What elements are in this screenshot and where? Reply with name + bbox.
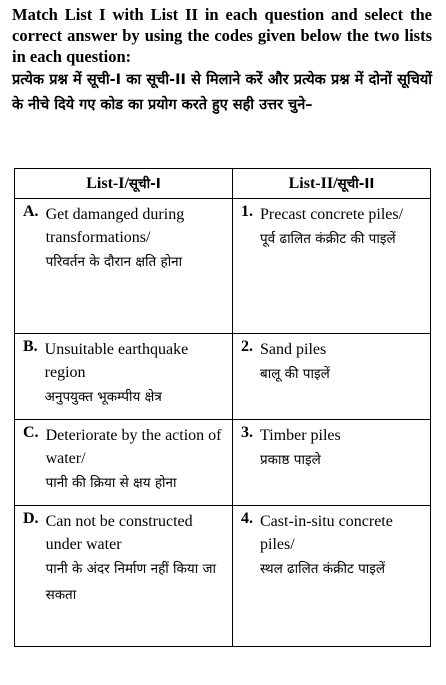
item-marker: B. [23,338,38,355]
item-text-hindi: पानी की क्रिया से क्षय होना [45,475,177,491]
instructions-hindi: प्रत्येक प्रश्न में सूची-I का सूची-II से मिलाने करें और प्रत्येक प्रश्न में दोनों सूचियों के नीचे दिये गए कोड का प्रयोग करते हुए सही उत्तर चुने– [12,72,432,113]
header-list-2-hindi: सूची-II [337,176,375,192]
list-1-item [15,334,233,420]
item-text-hindi: पूर्व ढालित कंक्रीट की पाइलें [260,231,396,247]
item-text-english: Unsuitable earthquake region [44,341,189,381]
item-text-hindi: स्थल ढालित कंक्रीट पाइलें [260,561,386,577]
item-text-english: Timber piles [260,427,341,444]
item-text-english: Get damanged during transformations/ [45,206,185,246]
item-text-hindi: अनुपयुक्त भूकम्पीय क्षेत्र [44,389,162,405]
match-table [14,168,431,647]
item-marker: 4. [241,510,253,527]
table-row [15,506,431,647]
list-1-item [15,506,233,647]
table-row [15,199,431,334]
header-list-2-english: List-II/ [288,175,338,192]
header-list-2 [233,169,431,199]
item-text-english: Sand piles [260,341,327,358]
table-row [15,334,431,420]
item-marker: 1. [241,203,253,220]
list-2-item [233,334,431,420]
item-text-hindi: प्रकाष्ठ पाइले [260,452,321,468]
item-text-english: Can not be constructed under water [45,513,193,553]
item-text-hindi: परिवर्तन के दौरान क्षति होना [45,254,183,270]
item-marker: D. [23,510,39,527]
header-list-1-english: List-I/ [86,175,129,192]
item-marker: 2. [241,338,253,355]
item-marker: A. [23,203,39,220]
table-row [15,420,431,506]
header-list-1-hindi: सूची-I [128,176,161,192]
item-marker: 3. [241,424,253,441]
header-list-1 [15,169,233,199]
item-text-hindi: बालू की पाइलें [260,366,330,382]
instructions-english: Match List I with List II in each question and select the correct answer by using the codes given below the two lists in each question: [12,5,432,66]
item-marker: C. [23,424,39,441]
item-text-hindi: पानी के अंदर निर्माण नहीं किया जा सकता [45,561,217,603]
table-header-row [15,169,431,199]
item-text-english: Cast-in-situ concrete piles/ [260,513,393,553]
list-1-item [15,199,233,334]
list-2-item [233,506,431,647]
list-2-item [233,420,431,506]
item-text-english: Precast concrete piles/ [260,206,404,223]
item-text-english: Deteriorate by the action of water/ [45,427,222,467]
list-1-item [15,420,233,506]
list-2-item [233,199,431,334]
question-instructions [12,4,432,118]
